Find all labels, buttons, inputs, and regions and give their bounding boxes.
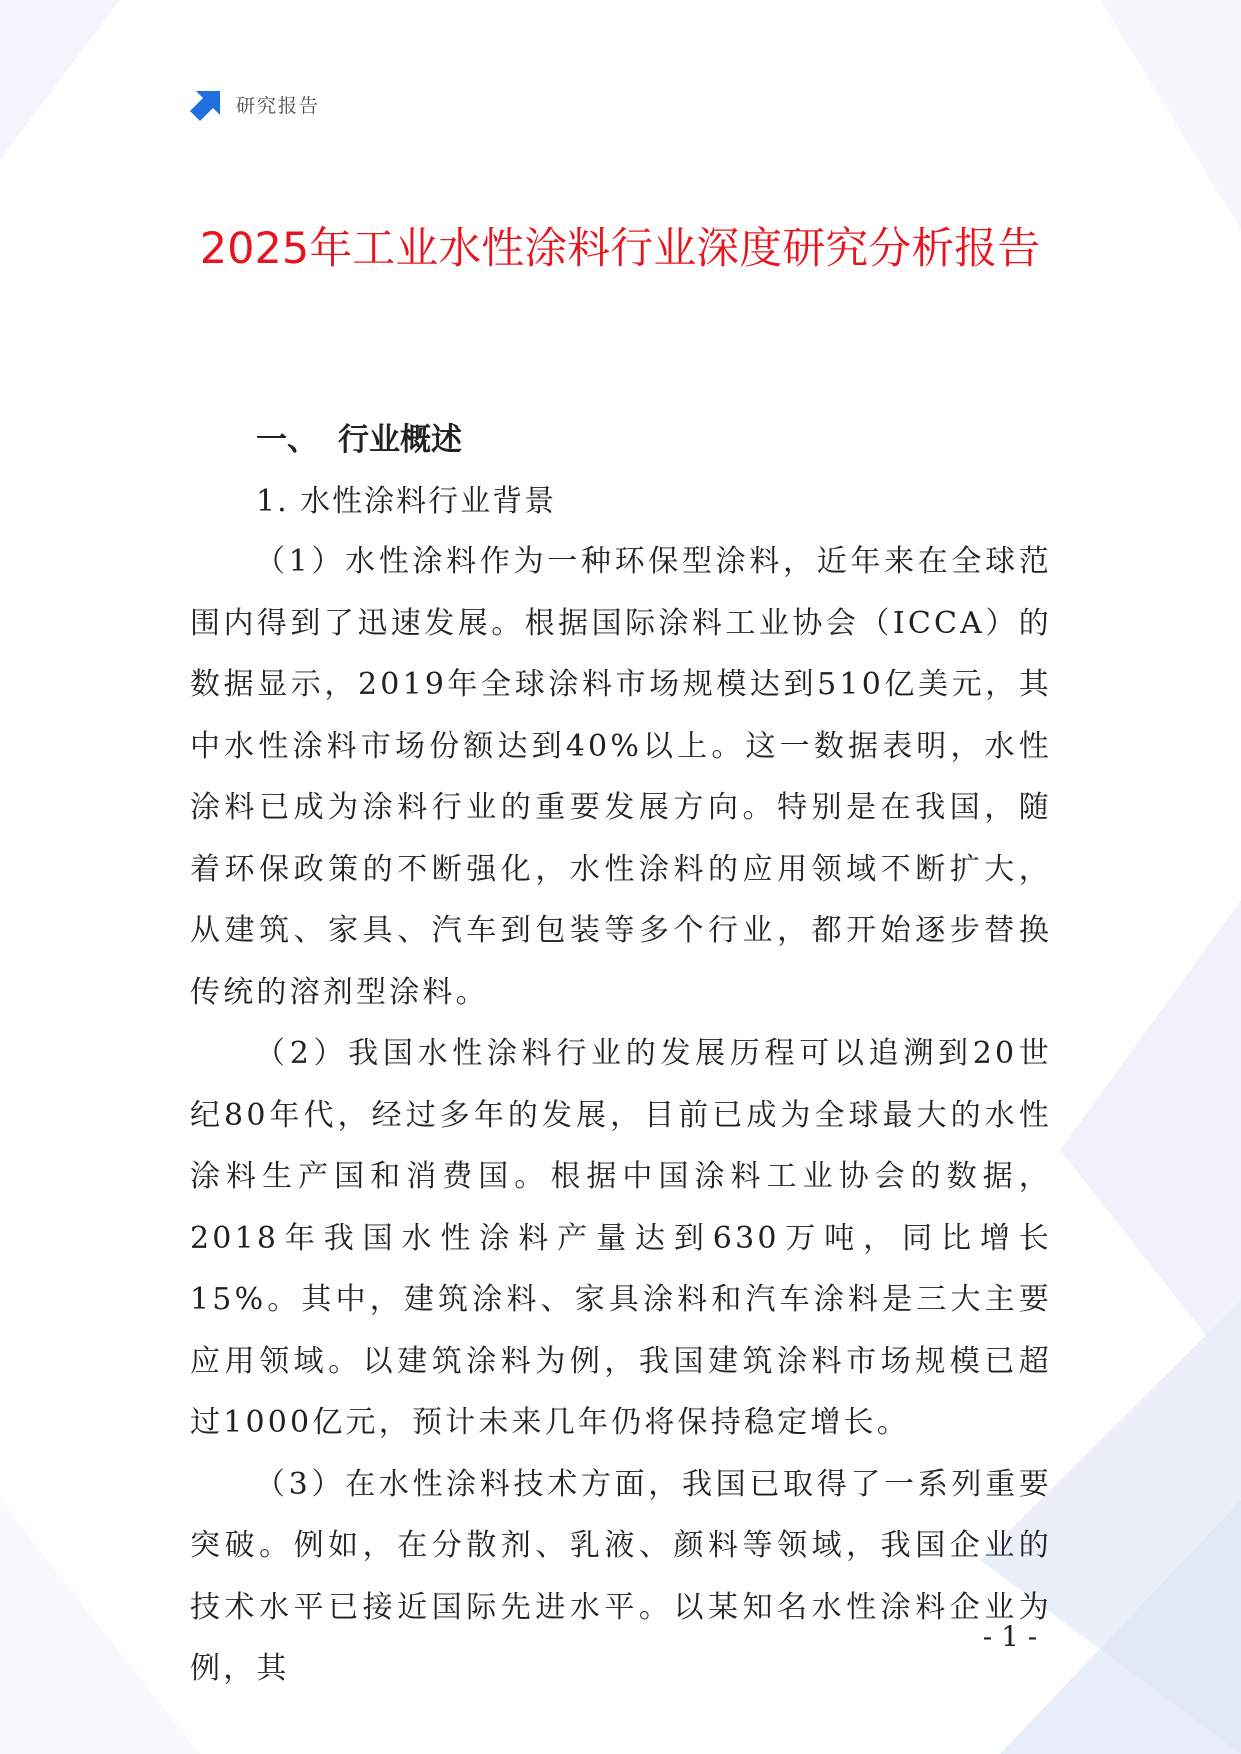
arrow-up-right-icon: [190, 87, 224, 121]
paragraph: （2）我国水性涂料行业的发展历程可以追溯到20世纪80年代，经过多年的发展，目前已成为全球最大的水性涂料生产国和消费国。根据中国涂料工业协会的数据，2018年我国水性涂料产量达到630万吨，同比增长15%。其中，建筑涂料、家具涂料和汽车涂料是三大主要应用领域。以建筑涂料为例，我国建筑涂料市场规模已超过1000亿元，预计未来几年仍将保持稳定增长。: [190, 1036, 1052, 1440]
section-number: 一、: [256, 422, 318, 458]
paragraph: （1）水性涂料作为一种环保型涂料，近年来在全球范围内得到了迅速发展。根据国际涂料工业协会（ICCA）的数据显示，2019年全球涂料市场规模达到510亿美元，其中水性涂料市场份额达到40%以上。这一数据表明，水性涂料已成为涂料行业的重要发展方向。特别是在我国，随着环保政策的不断强化，水性涂料的应用领域不断扩大，从建筑、家具、汽车到包装等多个行业，都开始逐步替换传统的溶剂型涂料。: [190, 544, 1052, 1010]
subsection-heading: 1. 水性涂料行业背景: [256, 484, 557, 519]
report-header: [190, 86, 320, 122]
page-number: - 1 -: [982, 1620, 1038, 1653]
body-text: [190, 531, 1052, 1700]
header-label: 研究报告: [236, 94, 321, 117]
report-title: 2025年工业水性涂料行业深度研究分析报告: [199, 224, 1041, 274]
paragraph: （3）在水性涂料技术方面，我国已取得了一系列重要突破。例如，在分散剂、乳液、颜料等领域，我国企业的技术水平已接近国际先进水平。以某知名水性涂料企业为例，其: [190, 1466, 1052, 1686]
section-heading: [256, 418, 462, 462]
section-title: 行业概述: [338, 422, 462, 458]
